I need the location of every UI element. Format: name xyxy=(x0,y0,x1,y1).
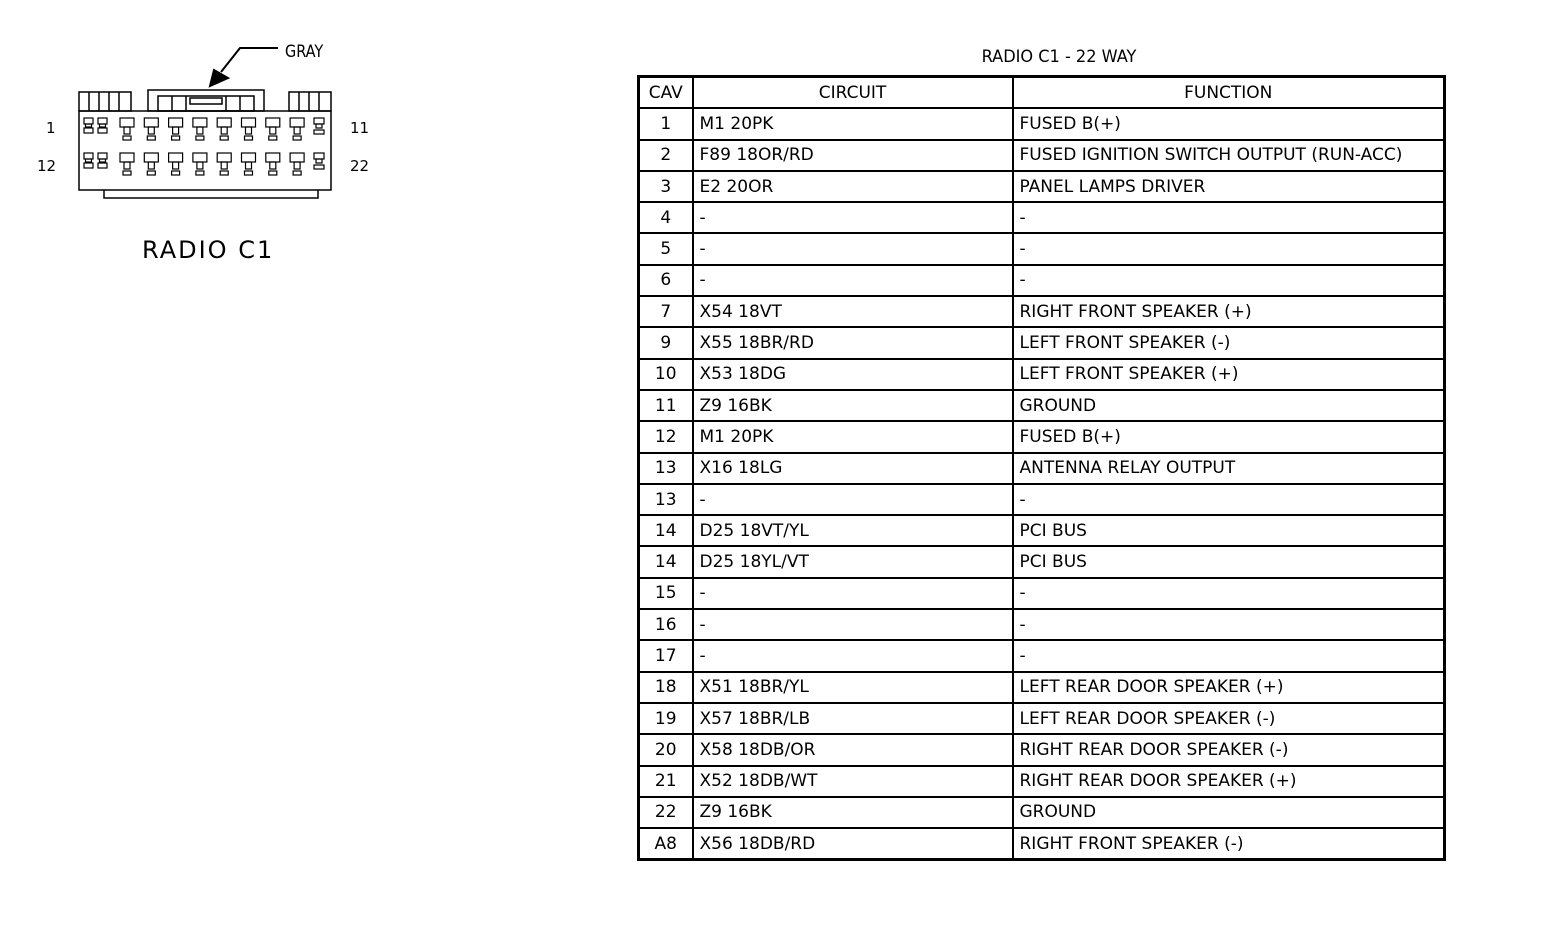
cell-circuit: Z9 16BK xyxy=(693,390,1013,421)
cell-function: - xyxy=(1013,578,1445,609)
cell-circuit: X57 18BR/LB xyxy=(693,703,1013,734)
header-cav: CAV xyxy=(639,77,693,109)
table-row xyxy=(639,453,1445,484)
cavity-shape xyxy=(314,165,324,169)
cell-function: - xyxy=(1013,202,1445,233)
cavity-shape xyxy=(316,124,322,128)
cell-cav: 18 xyxy=(639,672,693,703)
cell-cav: 15 xyxy=(639,578,693,609)
pin-label-top-left: 1 xyxy=(46,119,56,137)
cavity-shape xyxy=(293,136,301,140)
cell-cav: 19 xyxy=(639,703,693,734)
header-function: FUNCTION xyxy=(1013,77,1445,109)
cavity-shape xyxy=(220,171,228,175)
cell-cav: 13 xyxy=(639,484,693,515)
cell-cav: 9 xyxy=(639,327,693,358)
gray-callout-arrow xyxy=(210,48,278,86)
cell-function: RIGHT FRONT SPEAKER (-) xyxy=(1013,828,1445,860)
cavity-shape xyxy=(242,153,256,162)
cell-function: - xyxy=(1013,640,1445,671)
cavity-shape xyxy=(246,162,252,169)
connector-cavities xyxy=(84,118,324,175)
table-row xyxy=(639,202,1445,233)
cavity-shape xyxy=(294,162,300,169)
cell-cav: 17 xyxy=(639,640,693,671)
cavity-shape xyxy=(98,128,107,133)
cavity-shape xyxy=(290,118,304,127)
table-row xyxy=(639,327,1445,358)
cell-cav: 11 xyxy=(639,390,693,421)
table-row xyxy=(639,609,1445,640)
cell-cav: 1 xyxy=(639,108,693,139)
cavity-shape xyxy=(270,127,276,134)
cell-function: - xyxy=(1013,484,1445,515)
cavity-shape xyxy=(245,171,253,175)
table-row xyxy=(639,546,1445,577)
cell-circuit: X16 18LG xyxy=(693,453,1013,484)
cell-cav: 14 xyxy=(639,515,693,546)
cell-function: PANEL LAMPS DRIVER xyxy=(1013,171,1445,202)
cell-circuit: D25 18YL/VT xyxy=(693,546,1013,577)
cavity-shape xyxy=(86,159,92,162)
cavity-shape xyxy=(245,136,253,140)
cavity-shape xyxy=(100,124,106,127)
table-row xyxy=(639,515,1445,546)
cavity-shape xyxy=(316,159,322,163)
cell-circuit: X58 18DB/OR xyxy=(693,734,1013,765)
cavity-shape xyxy=(124,162,130,169)
cavity-shape xyxy=(147,171,155,175)
cavity-shape xyxy=(221,162,227,169)
cell-function: FUSED B(+) xyxy=(1013,421,1445,452)
cavity-shape xyxy=(193,153,207,162)
table-row xyxy=(639,640,1445,671)
connector-name: RADIO C1 xyxy=(142,236,275,264)
cell-circuit: X53 18DG xyxy=(693,359,1013,390)
cell-function: RIGHT FRONT SPEAKER (+) xyxy=(1013,296,1445,327)
pinout-table xyxy=(637,75,1446,861)
cell-function: ANTENNA RELAY OUTPUT xyxy=(1013,453,1445,484)
cavity-shape xyxy=(220,136,228,140)
cell-function: LEFT REAR DOOR SPEAKER (+) xyxy=(1013,672,1445,703)
cell-function: FUSED IGNITION SWITCH OUTPUT (RUN-ACC) xyxy=(1013,140,1445,171)
cavity-shape xyxy=(123,136,131,140)
cell-function: RIGHT REAR DOOR SPEAKER (+) xyxy=(1013,766,1445,797)
cell-function: LEFT FRONT SPEAKER (-) xyxy=(1013,327,1445,358)
cell-function: PCI BUS xyxy=(1013,546,1445,577)
cavity-shape xyxy=(172,136,180,140)
pin-label-top-right: 11 xyxy=(350,119,370,137)
cell-cav: 16 xyxy=(639,609,693,640)
table-row xyxy=(639,421,1445,452)
connector-body xyxy=(79,92,331,198)
cell-circuit: Z9 16BK xyxy=(693,797,1013,828)
cell-circuit: - xyxy=(693,484,1013,515)
table-row xyxy=(639,390,1445,421)
cavity-shape xyxy=(294,127,300,134)
cell-circuit: M1 20PK xyxy=(693,108,1013,139)
cavity-shape xyxy=(98,118,107,124)
cell-function: GROUND xyxy=(1013,797,1445,828)
cavity-shape xyxy=(123,171,131,175)
table-row xyxy=(639,766,1445,797)
table-row xyxy=(639,828,1445,860)
cell-function: - xyxy=(1013,265,1445,296)
cavity-shape xyxy=(193,118,207,127)
cavity-shape xyxy=(173,162,179,169)
cavity-shape xyxy=(270,162,276,169)
cell-function: PCI BUS xyxy=(1013,515,1445,546)
cell-cav: 22 xyxy=(639,797,693,828)
cavity-shape xyxy=(100,159,106,162)
cavity-shape xyxy=(269,171,277,175)
table-row xyxy=(639,734,1445,765)
table-row xyxy=(639,233,1445,264)
cell-function: GROUND xyxy=(1013,390,1445,421)
cavity-shape xyxy=(196,171,204,175)
cell-cav: 12 xyxy=(639,421,693,452)
cavity-shape xyxy=(173,127,179,134)
cell-circuit: X52 18DB/WT xyxy=(693,766,1013,797)
cavity-shape xyxy=(84,153,93,159)
cavity-shape xyxy=(293,171,301,175)
cavity-shape xyxy=(266,118,280,127)
cavity-shape xyxy=(314,118,324,124)
cell-function: LEFT REAR DOOR SPEAKER (-) xyxy=(1013,703,1445,734)
table-row xyxy=(639,171,1445,202)
table-row xyxy=(639,296,1445,327)
cell-cav: 3 xyxy=(639,171,693,202)
cavity-shape xyxy=(147,136,155,140)
cell-circuit: E2 20OR xyxy=(693,171,1013,202)
cell-cav: 14 xyxy=(639,546,693,577)
cavity-shape xyxy=(217,153,231,162)
cell-circuit: - xyxy=(693,265,1013,296)
table-row xyxy=(639,797,1445,828)
cavity-shape xyxy=(314,130,324,134)
cavity-shape xyxy=(172,171,180,175)
cell-circuit: D25 18VT/YL xyxy=(693,515,1013,546)
cell-cav: 7 xyxy=(639,296,693,327)
cell-circuit: - xyxy=(693,578,1013,609)
cell-function: LEFT FRONT SPEAKER (+) xyxy=(1013,359,1445,390)
cavity-shape xyxy=(148,162,154,169)
cavity-shape xyxy=(242,118,256,127)
table-row xyxy=(639,672,1445,703)
cavity-shape xyxy=(98,153,107,159)
table-row xyxy=(639,578,1445,609)
table-header-row xyxy=(639,77,1445,109)
cavity-shape xyxy=(290,153,304,162)
table-row xyxy=(639,359,1445,390)
cell-cav: 4 xyxy=(639,202,693,233)
table-row xyxy=(639,108,1445,139)
cell-circuit: - xyxy=(693,640,1013,671)
cell-function: FUSED B(+) xyxy=(1013,108,1445,139)
pin-label-bottom-right: 22 xyxy=(350,157,370,175)
cavity-shape xyxy=(221,127,227,134)
cell-circuit: - xyxy=(693,609,1013,640)
cell-cav: 2 xyxy=(639,140,693,171)
cavity-shape xyxy=(148,127,154,134)
cavity-shape xyxy=(169,153,183,162)
cell-cav: A8 xyxy=(639,828,693,860)
cavity-shape xyxy=(86,124,92,127)
cavity-shape xyxy=(197,162,203,169)
cell-circuit: - xyxy=(693,202,1013,233)
cell-cav: 21 xyxy=(639,766,693,797)
cavity-shape xyxy=(266,153,280,162)
cell-cav: 6 xyxy=(639,265,693,296)
connector-latch xyxy=(148,90,264,111)
cell-circuit: - xyxy=(693,233,1013,264)
cell-function: RIGHT REAR DOOR SPEAKER (-) xyxy=(1013,734,1445,765)
wire-color-label: GRAY xyxy=(285,42,324,62)
cavity-shape xyxy=(144,153,158,162)
pin-label-bottom-left: 12 xyxy=(37,157,57,175)
cavity-shape xyxy=(269,136,277,140)
cavity-shape xyxy=(169,118,183,127)
table-row xyxy=(639,484,1445,515)
cell-cav: 10 xyxy=(639,359,693,390)
cavity-shape xyxy=(217,118,231,127)
cavity-shape xyxy=(197,127,203,134)
cavity-shape xyxy=(144,118,158,127)
cell-circuit: X51 18BR/YL xyxy=(693,672,1013,703)
cavity-shape xyxy=(84,118,93,124)
cell-cav: 13 xyxy=(639,453,693,484)
cell-cav: 5 xyxy=(639,233,693,264)
cell-circuit: F89 18OR/RD xyxy=(693,140,1013,171)
cell-function: - xyxy=(1013,233,1445,264)
cavity-shape xyxy=(120,118,134,127)
cavity-shape xyxy=(84,163,93,168)
cell-circuit: X54 18VT xyxy=(693,296,1013,327)
cell-circuit: X56 18DB/RD xyxy=(693,828,1013,860)
table-row xyxy=(639,703,1445,734)
cavity-shape xyxy=(124,127,130,134)
cell-circuit: M1 20PK xyxy=(693,421,1013,452)
cavity-shape xyxy=(84,128,93,133)
cell-cav: 20 xyxy=(639,734,693,765)
cavity-shape xyxy=(120,153,134,162)
cavity-shape xyxy=(314,153,324,159)
cell-circuit: X55 18BR/RD xyxy=(693,327,1013,358)
table-row xyxy=(639,265,1445,296)
header-circuit: CIRCUIT xyxy=(693,77,1013,109)
cavity-shape xyxy=(246,127,252,134)
table-row xyxy=(639,140,1445,171)
cell-function: - xyxy=(1013,609,1445,640)
cavity-shape xyxy=(196,136,204,140)
cavity-shape xyxy=(98,163,107,168)
table-title: RADIO C1 - 22 WAY xyxy=(981,47,1137,67)
